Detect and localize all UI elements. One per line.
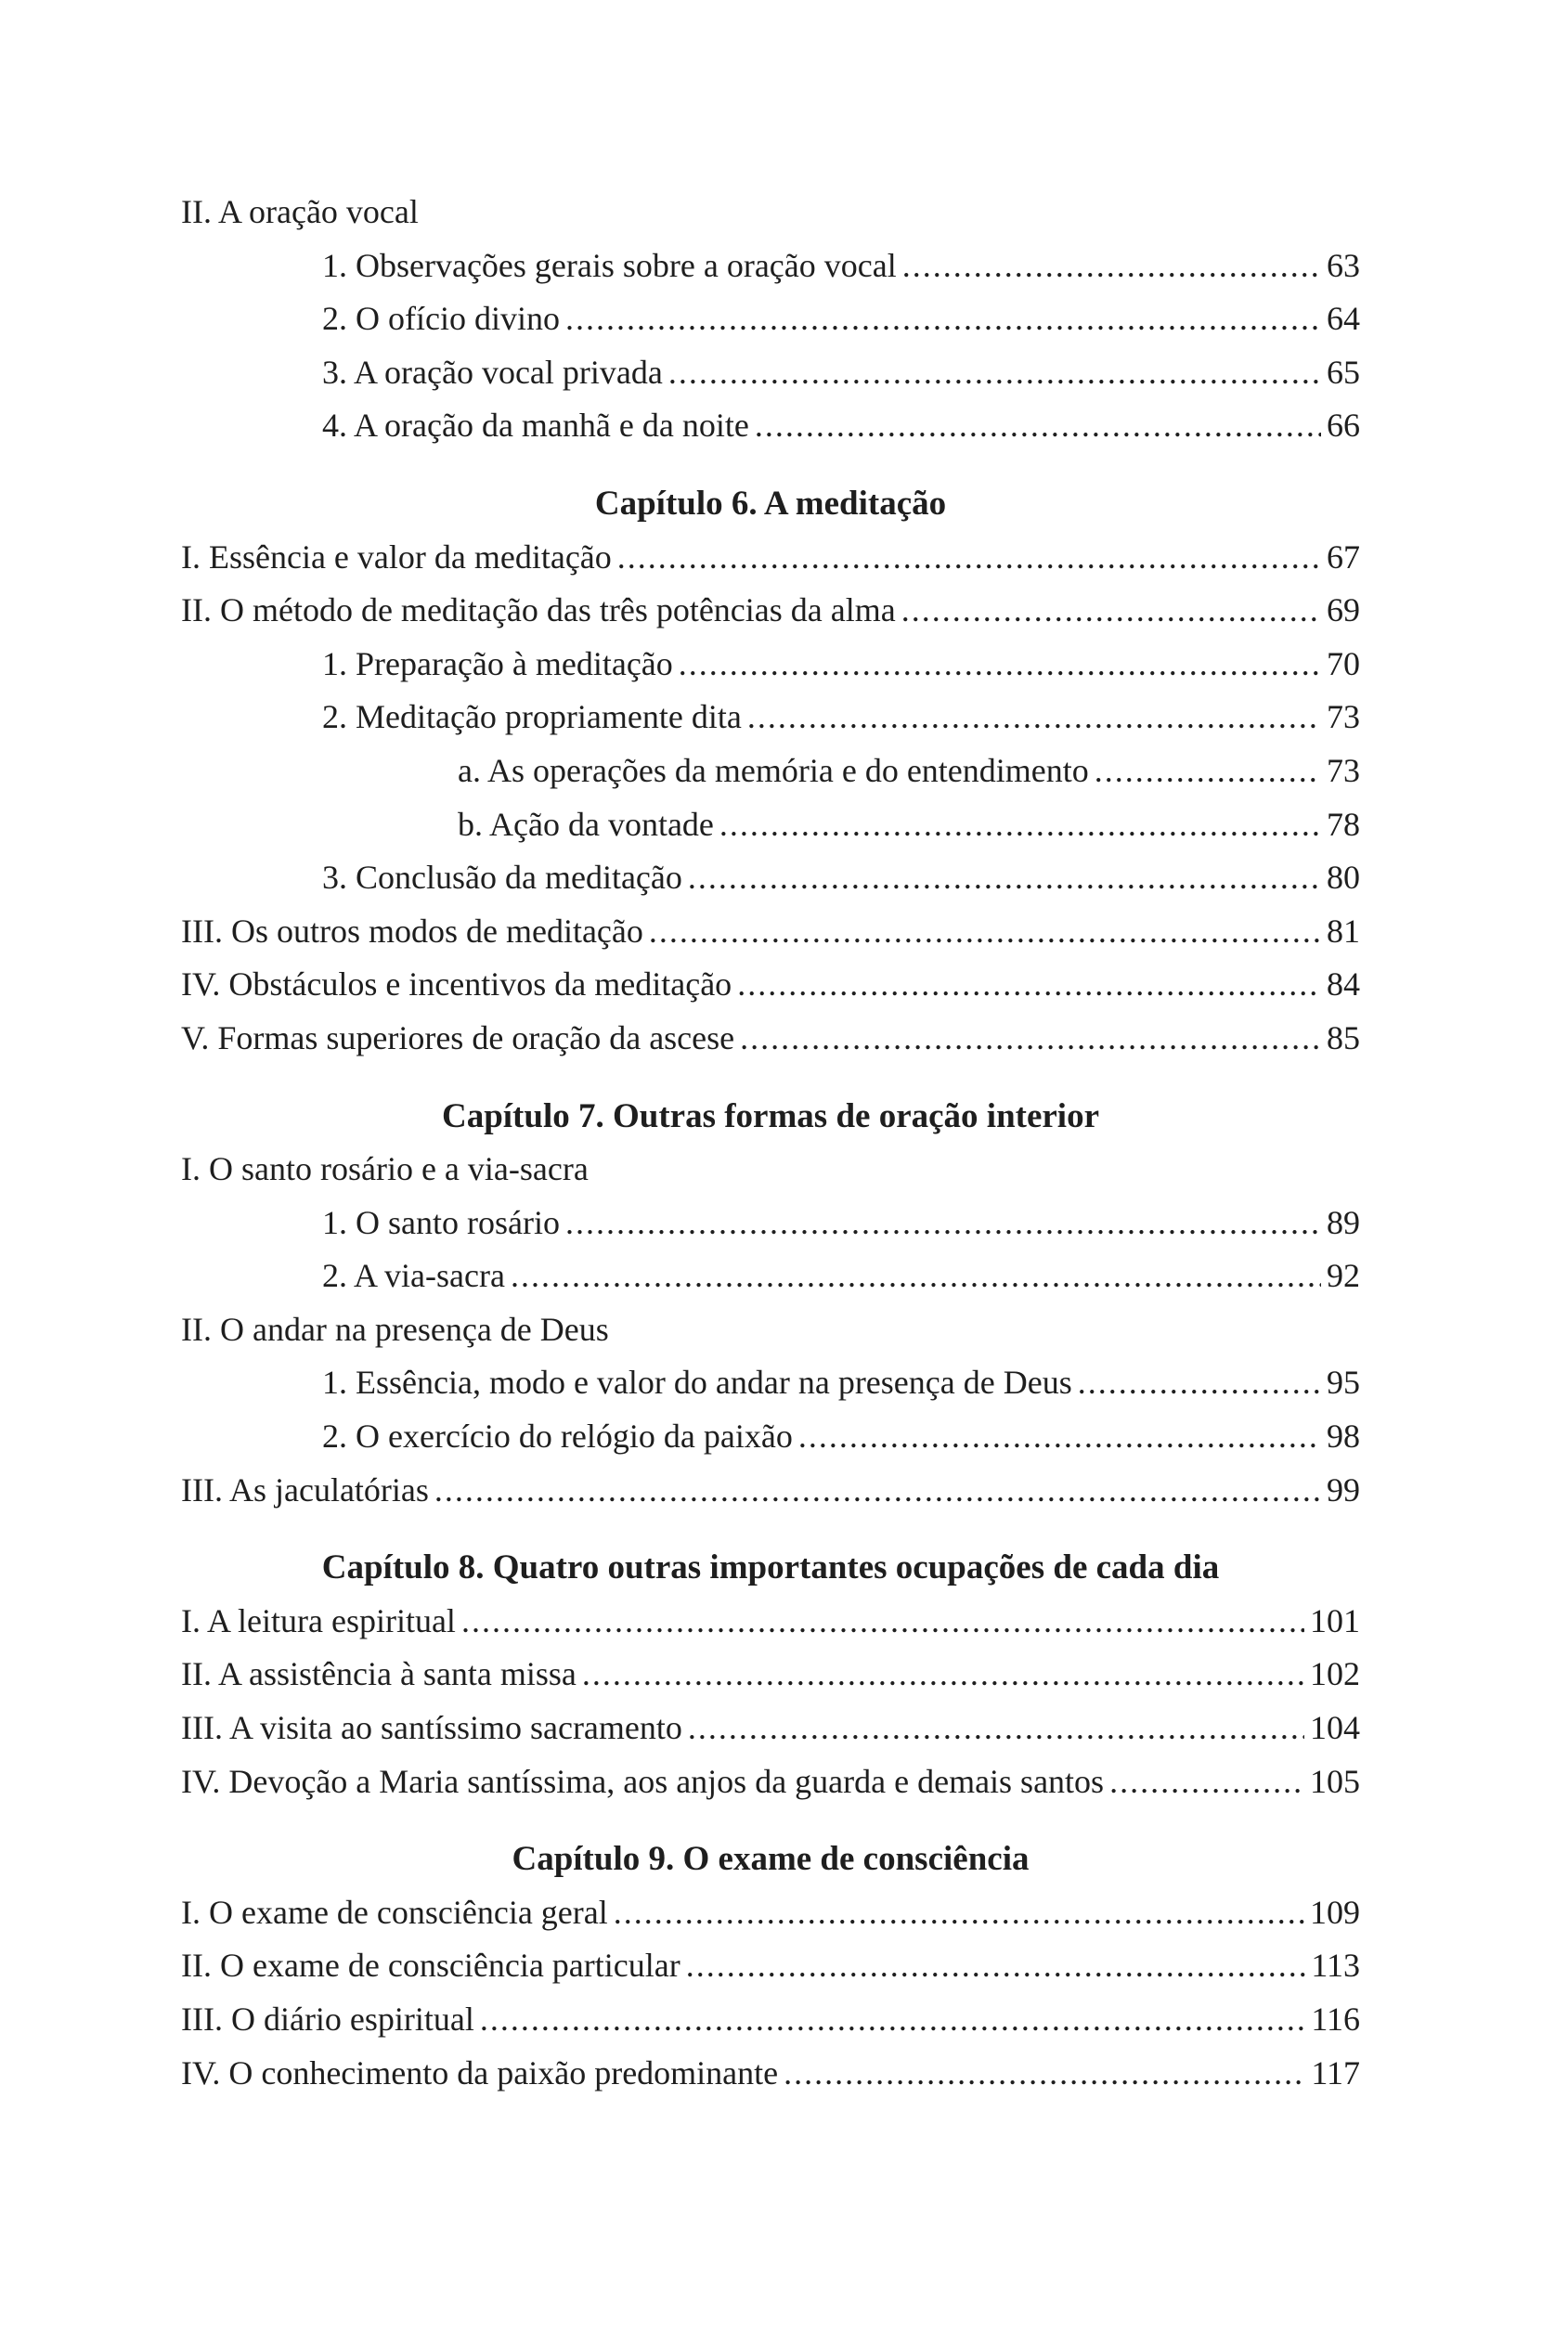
toc-page-number: 89 [1327, 1203, 1360, 1241]
toc-entry [181, 1012, 1360, 1066]
toc-entry-title: 1. Observações gerais sobre a oração vocal [322, 246, 897, 284]
toc-page-number: 65 [1327, 353, 1360, 391]
dot-leader [1109, 1755, 1304, 1809]
toc-entry [181, 1939, 1360, 1993]
toc-entry [181, 745, 1360, 798]
toc-entry-title: II. A oração vocal [181, 193, 419, 230]
toc-page-number: 102 [1310, 1655, 1360, 1693]
toc-entry [181, 1303, 1360, 1357]
dot-leader [755, 399, 1321, 453]
dot-leader [688, 851, 1321, 905]
toc-entry-title: 1. Essência, modo e valor do andar na presença de Deus [322, 1364, 1072, 1402]
toc-entry [181, 1648, 1360, 1702]
toc-page-number: 99 [1327, 1470, 1360, 1509]
dot-leader [614, 1886, 1304, 1940]
toc-page-number: 117 [1311, 2053, 1360, 2091]
toc-entry-title: II. O método de meditação das três potências da alma [181, 591, 896, 629]
toc-entry [181, 905, 1360, 959]
toc-entry-title: I. A leitura espiritual [181, 1601, 456, 1639]
toc-entry [181, 1993, 1360, 2047]
dot-leader [740, 1012, 1321, 1066]
toc-page-number: 116 [1311, 2001, 1360, 2038]
dot-leader [582, 1648, 1304, 1702]
toc-entry [181, 958, 1360, 1012]
dot-leader [480, 1993, 1305, 2047]
toc-entry [181, 1356, 1360, 1410]
dot-leader [747, 691, 1321, 745]
dot-leader [565, 1197, 1321, 1250]
toc-entry-title: IV. Devoção a Maria santíssima, aos anjos da guarda e demais santos [181, 1762, 1105, 1800]
dot-leader [565, 292, 1321, 346]
toc-entry-title: I. Essência e valor da meditação [181, 537, 612, 576]
chapter-heading: Capítulo 8. Quatro outras importantes ocupações de cada dia [321, 1548, 1220, 1587]
toc-page-number: 109 [1310, 1893, 1360, 1931]
toc-page-number: 66 [1327, 407, 1360, 445]
dot-leader [1095, 745, 1321, 798]
toc-page-number: 81 [1327, 912, 1360, 950]
toc-entry [181, 638, 1360, 692]
toc-entry [181, 2047, 1360, 2101]
dot-leader [719, 798, 1321, 852]
toc-entry-title: II. O andar na presença de Deus [181, 1310, 609, 1348]
toc-entry-title: 2. Meditação propriamente dita [322, 698, 742, 736]
toc-entry-title: 4. A oração da manhã e da noite [322, 407, 749, 445]
toc-entry [181, 1755, 1360, 1809]
toc-entry-title: b. Ação da vontade [458, 805, 714, 843]
toc-entry-title: 1. Preparação à meditação [322, 644, 673, 682]
toc-page-number: 92 [1327, 1257, 1360, 1295]
toc-page-number: 73 [1327, 751, 1360, 789]
toc-entry-title: 2. O exercício do relógio da paixão [322, 1418, 793, 1456]
toc-entry [181, 1143, 1360, 1197]
dot-leader [511, 1250, 1321, 1303]
dot-leader [461, 1595, 1304, 1649]
toc-page-number: 69 [1327, 591, 1360, 629]
toc-entry [181, 584, 1360, 638]
toc-entry-title: IV. Obstáculos e incentivos da meditação [181, 965, 732, 1004]
dot-leader [617, 531, 1321, 585]
dot-leader [688, 1702, 1304, 1755]
toc-entry-title: 2. O ofício divino [322, 300, 560, 338]
toc-page-number: 98 [1327, 1418, 1360, 1456]
toc-page-number: 85 [1327, 1018, 1360, 1056]
toc-entry [181, 531, 1360, 585]
toc-page-number: 105 [1310, 1762, 1360, 1800]
chapter-heading: Capítulo 6. A meditação [594, 484, 947, 523]
toc-entry [181, 186, 1360, 240]
toc-page-number: 104 [1310, 1709, 1360, 1747]
dot-leader [686, 1939, 1306, 1993]
dot-leader [434, 1464, 1321, 1518]
toc-entry-title: a. As operações da memória e do entendimento [458, 751, 1089, 789]
toc-page-number: 67 [1327, 537, 1360, 576]
toc-entry [181, 346, 1360, 400]
toc-page-number: 63 [1327, 246, 1360, 284]
toc-page-number: 73 [1327, 698, 1360, 736]
toc-entry-title: I. O santo rosário e a via-sacra [181, 1150, 589, 1188]
toc-entry-title: III. As jaculatórias [181, 1470, 429, 1509]
toc-entry [181, 798, 1360, 852]
toc-entry-title: V. Formas superiores de oração da ascese [181, 1018, 735, 1056]
toc-entry-title: III. A visita ao santíssimo sacramento [181, 1709, 682, 1747]
toc-entry [181, 1410, 1360, 1464]
toc-page-number: 84 [1327, 965, 1360, 1004]
toc-entry-title: 3. Conclusão da meditação [322, 859, 682, 897]
dot-leader [737, 958, 1321, 1012]
toc-entry-title: II. O exame de consciência particular [181, 1947, 680, 1985]
toc-page-number: 95 [1327, 1364, 1360, 1402]
table-of-contents [181, 186, 1360, 2100]
toc-page-number: 78 [1327, 805, 1360, 843]
toc-page-number: 101 [1310, 1601, 1360, 1639]
toc-page-number: 113 [1311, 1947, 1360, 1985]
toc-entry [181, 851, 1360, 905]
toc-page-number: 70 [1327, 644, 1360, 682]
toc-entry-title: 2. A via-sacra [322, 1257, 505, 1295]
toc-entry [181, 691, 1360, 745]
toc-entry-title: III. O diário espiritual [181, 2001, 474, 2038]
dot-leader [649, 905, 1321, 959]
toc-entry [181, 399, 1360, 453]
toc-entry-title: III. Os outros modos de meditação [181, 912, 643, 950]
dot-leader [1078, 1356, 1321, 1410]
toc-entry-title: 1. O santo rosário [322, 1203, 560, 1241]
toc-entry [181, 240, 1360, 293]
dot-leader [901, 584, 1321, 638]
dot-leader [679, 638, 1321, 692]
toc-entry-title: II. A assistência à santa missa [181, 1655, 577, 1693]
toc-page-number: 80 [1327, 859, 1360, 897]
toc-entry [181, 1197, 1360, 1250]
dot-leader [798, 1410, 1321, 1464]
toc-page-number: 64 [1327, 300, 1360, 338]
dot-leader [784, 2047, 1305, 2101]
toc-entry-title: I. O exame de consciência geral [181, 1893, 608, 1931]
toc-entry [181, 1464, 1360, 1518]
chapter-heading: Capítulo 9. O exame de consciência [512, 1840, 1030, 1879]
chapter-heading: Capítulo 7. Outras formas de oração interior [441, 1096, 1100, 1135]
toc-entry [181, 1886, 1360, 1940]
toc-entry [181, 292, 1360, 346]
toc-entry [181, 1595, 1360, 1649]
toc-entry-title: 3. A oração vocal privada [322, 353, 663, 391]
dot-leader [902, 240, 1321, 293]
toc-entry [181, 1250, 1360, 1303]
toc-entry [181, 1702, 1360, 1755]
dot-leader [668, 346, 1321, 400]
toc-entry-title: IV. O conhecimento da paixão predominante [181, 2053, 779, 2091]
